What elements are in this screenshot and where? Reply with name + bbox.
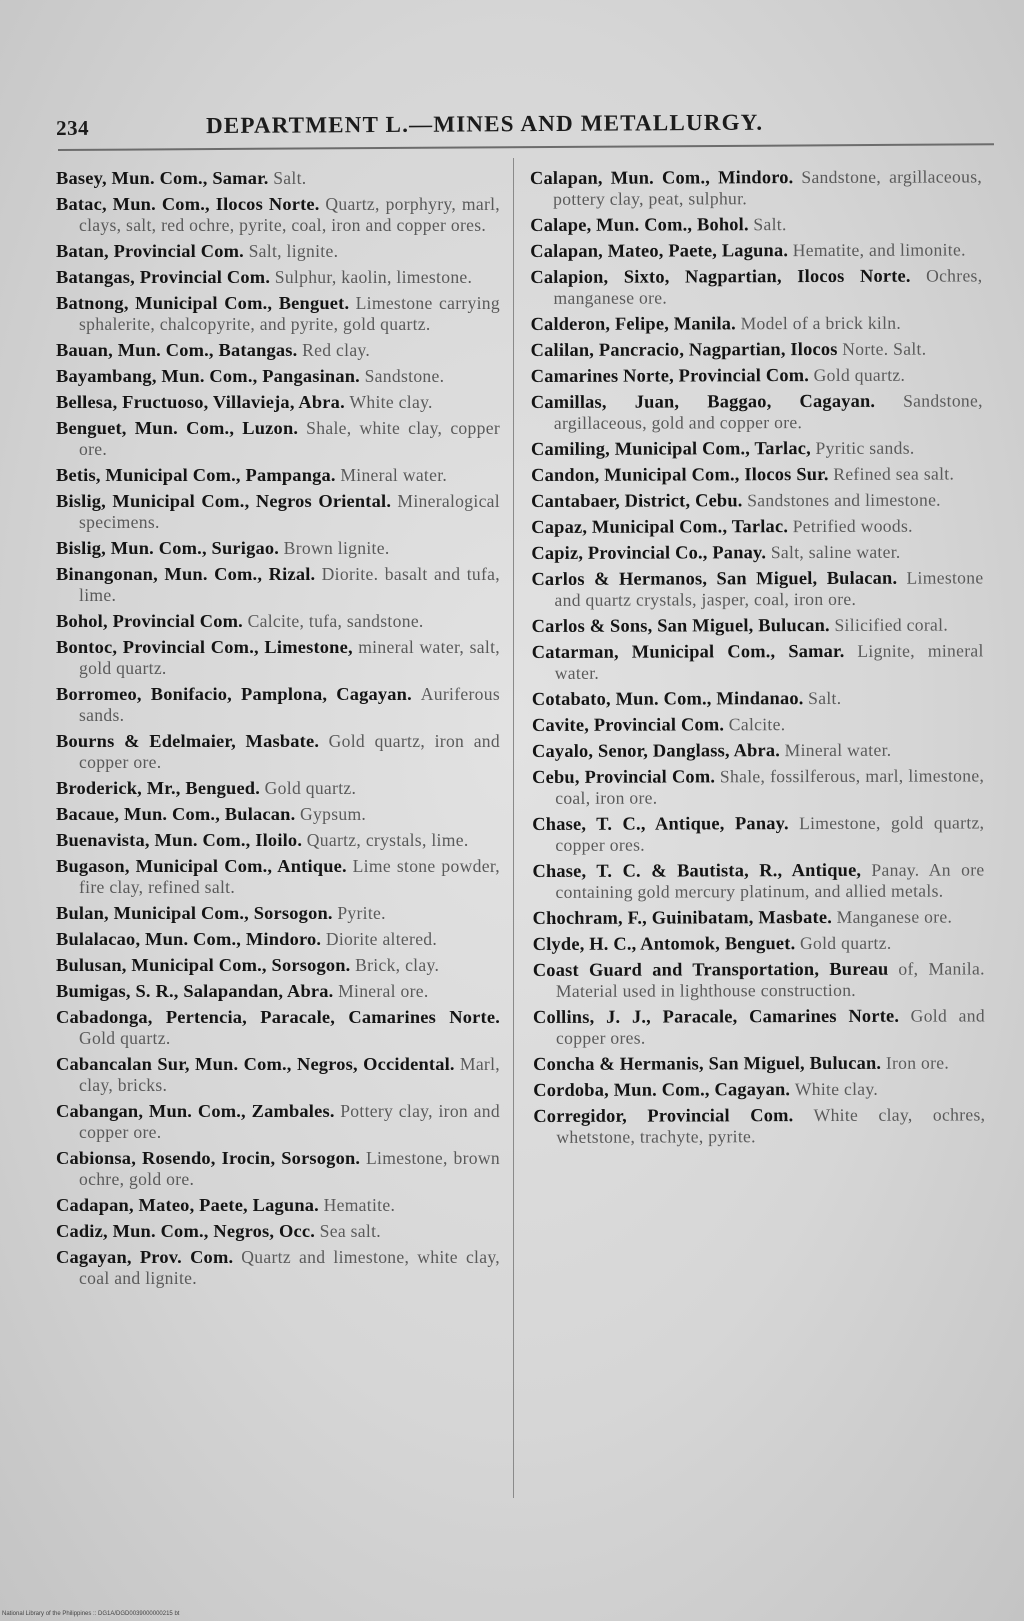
exhibit-description: Salt. — [753, 214, 787, 235]
directory-entry — [532, 687, 984, 710]
exhibitor-name: Cagayan, Prov. Com. — [56, 1247, 234, 1267]
exhibit-description: Limestone carrying sphalerite, chalcopyrite, and pyrite, gold quartz. — [79, 293, 500, 334]
right-column — [530, 166, 985, 1153]
directory-entry — [56, 684, 500, 726]
exhibitor-name: Capiz, Provincial Co., Panay. — [531, 542, 767, 563]
exhibit-description: Gold quartz. — [813, 364, 906, 386]
exhibitor-name: Buenavista, Mun. Com., Iloilo. — [56, 830, 303, 850]
directory-entry — [56, 1195, 500, 1216]
column-divider — [513, 158, 514, 1498]
directory-entry — [531, 489, 983, 512]
directory-entry — [531, 312, 983, 335]
directory-entry — [56, 637, 500, 679]
exhibitor-name: Camarines Norte, Provincial Com. — [530, 365, 810, 386]
exhibit-description: Lignite, mineral water. — [554, 640, 984, 683]
exhibit-description: Limestone, gold quartz, copper ores. — [555, 812, 985, 855]
exhibitor-name: Cabancalan Sur, Mun. Com., Negros, Occidental. — [56, 1054, 455, 1074]
directory-entry — [532, 765, 984, 809]
directory-entry — [530, 265, 982, 309]
exhibitor-name: Calilan, Pancracio, Nagpartian, Ilocos — [530, 338, 838, 360]
exhibit-description: Sea salt. — [319, 1221, 381, 1241]
exhibitor-name: Bugason, Municipal Com., Antique. — [56, 856, 347, 876]
exhibit-description: Diorite altered. — [325, 929, 438, 949]
directory-entry — [532, 614, 984, 637]
exhibit-description: Limestone, brown ochre, gold ore. — [79, 1148, 500, 1189]
exhibitor-name: Bourns & Edelmaier, Masbate. — [56, 731, 320, 751]
exhibitor-name: Cabangan, Mun. Com., Zambales. — [56, 1101, 335, 1121]
exhibit-description: Panay. An ore containing gold mercury platinum, and allied metals. — [555, 859, 985, 902]
exhibitor-name: Betis, Municipal Com., Pampanga. — [56, 465, 336, 485]
exhibit-description: Shale, fossilferous, marl, limestone, coal, iron ore. — [555, 765, 985, 808]
exhibitor-name: Batan, Provincial Com. — [56, 241, 244, 261]
directory-entry — [531, 463, 983, 486]
exhibit-description: Diorite. basalt and tufa, lime. — [79, 564, 500, 605]
directory-entry — [56, 1148, 500, 1190]
exhibit-description: Sandstone, argillaceous, pottery clay, peat, sulphur. — [553, 166, 983, 209]
exhibitor-name: Batac, Mun. Com., Ilocos Norte. — [56, 194, 320, 214]
exhibit-description: Quartz, porphyry, marl, clays, salt, red ochre, pyrite, coal, iron and copper ores. — [79, 194, 500, 235]
directory-entry — [532, 640, 984, 684]
exhibit-description: Salt. — [808, 687, 842, 709]
exhibitor-name: Camiling, Municipal Com., Tarlac, — [530, 438, 811, 459]
exhibit-description: Ochres, manganese ore. — [553, 265, 983, 308]
exhibit-description: White clay. — [794, 1078, 879, 1100]
exhibitor-name: Corregidor, Provincial Com. — [533, 1105, 794, 1126]
exhibit-description: Gold quartz. — [79, 1028, 171, 1048]
exhibitor-name: Cayalo, Senor, Danglass, Abra. — [532, 740, 781, 761]
directory-entry — [56, 830, 500, 851]
exhibitor-name: Bulalacao, Mun. Com., Mindoro. — [56, 929, 322, 949]
exhibit-description: White clay, ochres, whetstone, trachyte, pyrite. — [556, 1104, 986, 1147]
exhibit-description: Pyrite. — [337, 903, 386, 923]
directory-entry — [56, 1221, 500, 1242]
exhibitor-name: Chase, T. C., Antique, Panay. — [532, 813, 789, 834]
directory-entry — [56, 731, 500, 773]
exhibit-description: Gold quartz. — [264, 778, 357, 798]
exhibitor-name: Broderick, Mr., Bengued. — [56, 778, 261, 798]
exhibit-description: Manganese ore. — [836, 906, 953, 927]
exhibit-description: Hematite, and limonite. — [792, 239, 966, 261]
directory-entry — [56, 856, 500, 898]
exhibit-description: of, Manila. Material used in lighthouse construction. — [555, 958, 985, 1001]
exhibitor-name: Calapan, Mun. Com., Mindoro. — [530, 167, 794, 188]
exhibitor-name: Bacaue, Mun. Com., Bulacan. — [56, 804, 296, 824]
left-column — [56, 168, 500, 1294]
directory-entry — [533, 958, 985, 1002]
directory-entry — [531, 515, 983, 538]
exhibit-description: Pyritic sands. — [815, 437, 915, 459]
directory-entry — [56, 241, 500, 262]
directory-entry — [56, 564, 500, 606]
exhibitor-name: Cabionsa, Rosendo, Irocin, Sorsogon. — [56, 1148, 361, 1168]
exhibit-description: Quartz, crystals, lime. — [306, 830, 469, 850]
directory-entry — [533, 906, 985, 929]
directory-entry — [532, 859, 984, 903]
exhibit-description: Silicified coral. — [834, 614, 949, 635]
exhibit-description: Marl, clay, bricks. — [79, 1054, 500, 1095]
exhibit-description: Gold and copper ores. — [556, 1005, 985, 1048]
page-number: 234 — [56, 115, 90, 140]
directory-entry — [56, 1007, 500, 1049]
exhibitor-name: Calderon, Felipe, Manila. — [530, 313, 737, 334]
directory-entry — [532, 739, 984, 762]
exhibit-description: Sandstone. — [364, 366, 445, 386]
exhibit-description: Refined sea salt. — [833, 463, 955, 484]
directory-entry — [56, 293, 500, 335]
directory-entry — [56, 392, 500, 413]
exhibit-description: Mineral ore. — [338, 981, 429, 1001]
exhibitor-name: Cavite, Provincial Com. — [531, 714, 725, 735]
directory-entry — [56, 465, 500, 486]
exhibitor-name: Cabadonga, Pertencia, Paracale, Camarines Norte. — [56, 1007, 500, 1027]
directory-entry — [531, 390, 983, 434]
exhibit-description: White clay. — [349, 392, 433, 412]
exhibitor-name: Bontoc, Provincial Com., Limestone, — [56, 637, 353, 657]
directory-entry — [56, 340, 500, 361]
exhibit-description: Pottery clay, iron and copper ore. — [79, 1101, 500, 1142]
exhibit-description: Salt, saline water. — [770, 541, 901, 563]
directory-entry — [56, 267, 500, 288]
exhibitor-name: Bumigas, S. R., Salapandan, Abra. — [56, 981, 334, 1001]
directory-entry — [56, 804, 500, 825]
directory-entry — [532, 812, 984, 856]
directory-entry — [56, 955, 500, 976]
exhibitor-name: Carlos & Sons, San Miguel, Bulucan. — [531, 614, 830, 636]
directory-entry — [530, 213, 982, 236]
exhibit-description: Auriferous sands. — [79, 684, 500, 725]
exhibitor-name: Camillas, Juan, Baggao, Cagayan. — [530, 390, 876, 412]
exhibitor-name: Borromeo, Bonifacio, Pamplona, Cagayan. — [56, 684, 412, 704]
directory-entry — [56, 491, 500, 533]
directory-entry — [531, 541, 983, 564]
exhibit-description: Model of a brick kiln. — [740, 312, 902, 334]
directory-entry — [56, 168, 500, 189]
directory-entry — [56, 538, 500, 559]
directory-entry — [56, 366, 500, 387]
exhibit-description: Sandstone, argillaceous, gold and copper ore. — [553, 390, 983, 433]
exhibitor-name: Bellesa, Fructuoso, Villavieja, Abra. — [56, 392, 345, 412]
exhibitor-name: Concha & Hermanis, San Miguel, Bulucan. — [533, 1052, 882, 1074]
directory-entry — [56, 418, 500, 460]
exhibitor-name: Calape, Mun. Com., Bohol. — [530, 214, 749, 235]
directory-entry — [530, 239, 982, 262]
directory-entry — [533, 1078, 985, 1101]
directory-entry — [531, 437, 983, 460]
directory-entry — [56, 1054, 500, 1096]
directory-entry — [56, 778, 500, 799]
exhibit-description: Petrified woods. — [792, 515, 913, 537]
exhibitor-name: Binangonan, Mun. Com., Rizal. — [56, 564, 316, 584]
exhibitor-name: Coast Guard and Transportation, Bureau — [532, 958, 889, 980]
directory-entry — [56, 981, 500, 1002]
directory-entry — [530, 166, 982, 210]
exhibitor-name: Clyde, H. C., Antomok, Benguet. — [532, 933, 796, 954]
exhibit-description: Sulphur, kaolin, limestone. — [274, 267, 473, 287]
exhibitor-name: Capaz, Municipal Com., Tarlac. — [531, 516, 789, 537]
exhibitor-name: Chochram, F., Guinibatam, Masbate. — [532, 906, 833, 928]
directory-entry — [56, 194, 500, 236]
directory-entry — [533, 1052, 985, 1075]
exhibitor-name: Cordoba, Mun. Com., Cagayan. — [533, 1079, 791, 1100]
exhibit-description: Sandstones and limestone. — [747, 489, 941, 511]
exhibitor-name: Benguet, Mun. Com., Luzon. — [56, 418, 299, 438]
exhibit-description: Mineralogical specimens. — [79, 491, 500, 532]
exhibit-description: Norte. Salt. — [842, 338, 927, 359]
exhibitor-name: Catarman, Municipal Com., Samar. — [531, 640, 845, 662]
exhibit-description: Salt, lignite. — [248, 241, 339, 261]
directory-entry — [531, 567, 983, 611]
exhibit-description: Gold quartz. — [799, 932, 892, 954]
exhibitor-name: Bayambang, Mun. Com., Pangasinan. — [56, 366, 360, 386]
exhibitor-name: Calapan, Mateo, Paete, Laguna. — [530, 240, 789, 261]
exhibit-description: Brown lignite. — [283, 538, 390, 558]
exhibitor-name: Cantabaer, District, Cebu. — [531, 490, 743, 511]
exhibitor-name: Cotabato, Mun. Com., Mindanao. — [531, 688, 804, 709]
exhibitor-name: Calapion, Sixto, Nagpartian, Ilocos Norte. — [530, 265, 911, 287]
exhibit-description: Brick, clay. — [355, 955, 440, 975]
exhibitor-name: Cebu, Provincial Com. — [532, 766, 716, 787]
exhibit-description: Quartz and limestone, white clay, coal and lignite. — [79, 1247, 500, 1288]
directory-entry — [531, 338, 983, 361]
exhibitor-name: Basey, Mun. Com., Samar. — [56, 168, 269, 188]
directory-entry — [56, 1101, 500, 1143]
exhibitor-name: Cadapan, Mateo, Paete, Laguna. — [56, 1195, 319, 1215]
exhibitor-name: Batnong, Municipal Com., Benguet. — [56, 293, 350, 313]
exhibit-description: Mineral water. — [784, 739, 892, 761]
exhibitor-name: Batangas, Provincial Com. — [56, 267, 271, 287]
exhibit-description: Shale, white clay, copper ore. — [79, 418, 500, 459]
exhibitor-name: Cadiz, Mun. Com., Negros, Occ. — [56, 1221, 316, 1241]
directory-entry — [56, 1247, 500, 1289]
directory-entry — [531, 364, 983, 387]
exhibit-description: Limestone and quartz crystals, jasper, coal, iron ore. — [554, 567, 984, 610]
exhibitor-name: Bulusan, Municipal Com., Sorsogon. — [56, 955, 351, 975]
exhibitor-name: Collins, J. J., Paracale, Camarines Norte. — [532, 1005, 900, 1027]
running-head: DEPARTMENT L.—MINES AND METALLURGY. — [205, 109, 764, 139]
exhibit-description: Gypsum. — [300, 804, 367, 824]
exhibitor-name: Bislig, Municipal Com., Negros Oriental. — [56, 491, 392, 511]
exhibitor-name: Bohol, Provincial Com. — [56, 611, 243, 631]
exhibit-description: Hematite. — [323, 1195, 396, 1215]
exhibit-description: Calcite, tufa, sandstone. — [247, 611, 424, 631]
directory-entry — [56, 929, 500, 950]
exhibit-description: Red clay. — [302, 340, 371, 360]
exhibitor-name: Carlos & Hermanos, San Miguel, Bulacan. — [531, 567, 898, 589]
exhibit-description: Iron ore. — [885, 1052, 950, 1073]
exhibitor-name: Bislig, Mun. Com., Surigao. — [56, 538, 280, 558]
exhibitor-name: Bulan, Municipal Com., Sorsogon. — [56, 903, 333, 923]
directory-entry — [533, 1005, 985, 1049]
exhibit-description: Salt. — [273, 168, 307, 188]
exhibitor-name: Candon, Municipal Com., Ilocos Sur. — [531, 463, 829, 485]
exhibit-description: Calcite. — [728, 714, 786, 735]
directory-entry — [532, 713, 984, 736]
exhibitor-name: Chase, T. C. & Bautista, R., Antique, — [532, 859, 862, 881]
footer-credit: National Library of the Philippines :: DG1A/DGD0039000000215 bt — [2, 1611, 180, 1617]
directory-entry — [56, 611, 500, 632]
directory-entry — [56, 903, 500, 924]
exhibit-description: Gold quartz, iron and copper ore. — [79, 731, 500, 772]
exhibit-description: mineral water, salt, gold quartz. — [79, 637, 500, 678]
directory-entry — [533, 932, 985, 955]
exhibit-description: Mineral water. — [340, 465, 448, 485]
directory-entry — [533, 1104, 985, 1148]
exhibit-description: Lime stone powder, fire clay, refined salt. — [79, 856, 500, 897]
exhibitor-name: Bauan, Mun. Com., Batangas. — [56, 340, 298, 360]
